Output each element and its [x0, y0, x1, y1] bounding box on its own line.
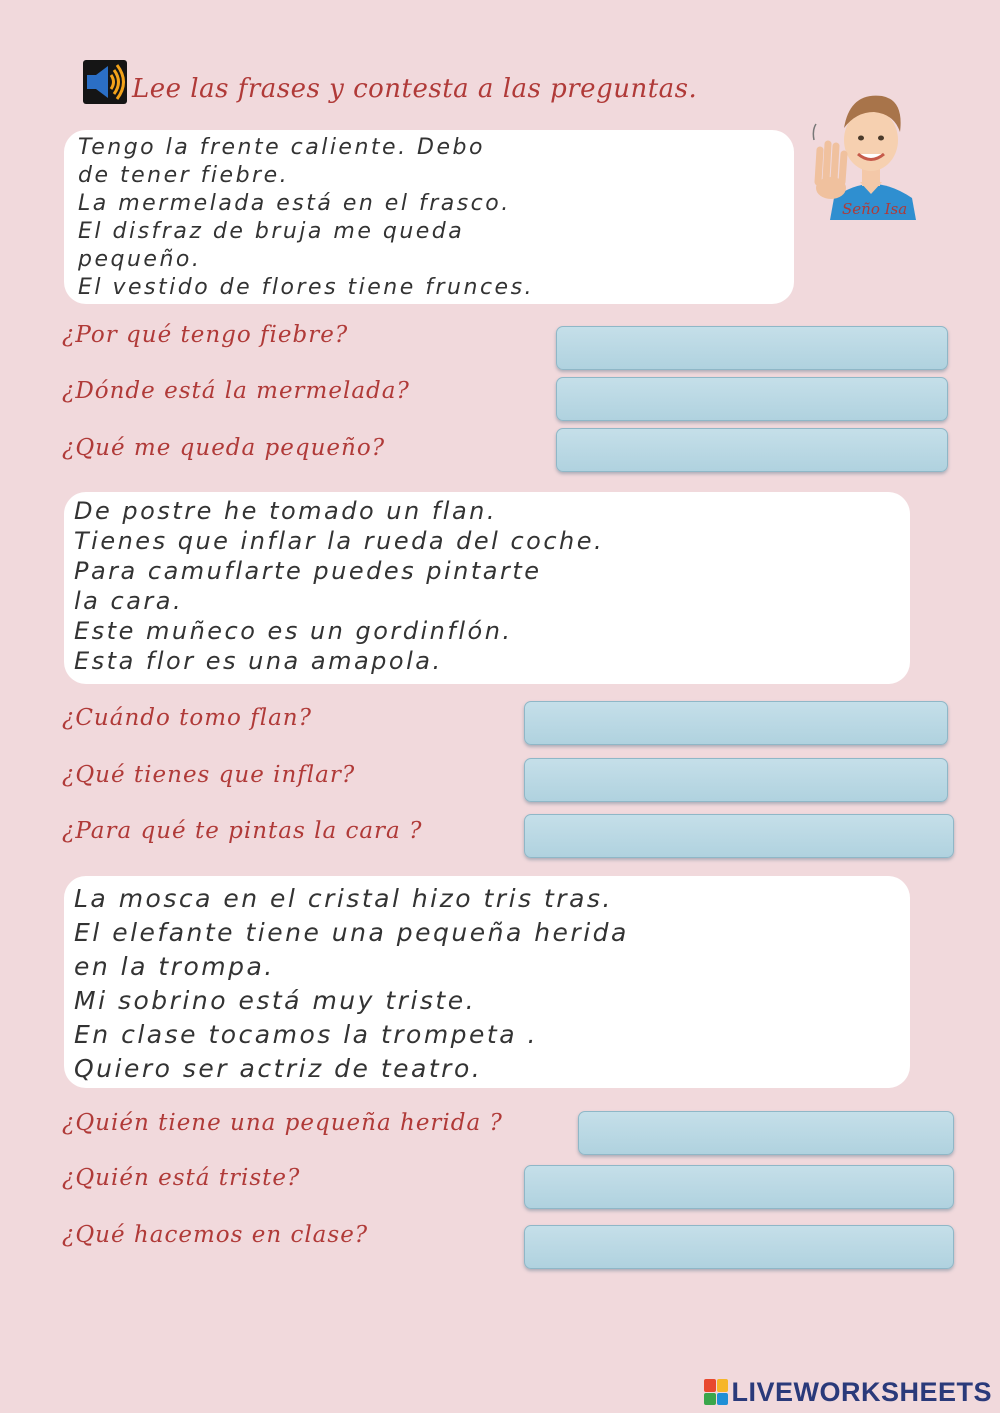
passage-line: El elefante tiene una pequeña herida — [74, 918, 629, 947]
question-text: ¿Quién está triste? — [62, 1165, 301, 1191]
passage-line: Tienes que inflar la rueda del coche. — [74, 527, 605, 555]
passage-line: Mi sobrino está muy triste. — [74, 986, 477, 1015]
passage-line: en la trompa. — [74, 952, 275, 981]
answer-field[interactable] — [524, 814, 954, 858]
teacher-avatar — [812, 70, 930, 220]
passage-line: Esta flor es una amapola. — [74, 647, 443, 675]
answer-field[interactable] — [524, 701, 948, 745]
question-text: ¿Para qué te pintas la cara ? — [62, 818, 423, 844]
answer-field[interactable] — [524, 758, 948, 802]
speaker-button[interactable] — [83, 60, 127, 104]
answer-field[interactable] — [524, 1225, 954, 1269]
question-text: ¿Qué me queda pequeño? — [62, 435, 386, 461]
answer-field[interactable] — [556, 428, 948, 472]
answer-field[interactable] — [556, 326, 948, 370]
passage-line: Tengo la frente caliente. Debo — [78, 135, 485, 160]
speaker-icon — [83, 60, 127, 104]
avatar-caption: Seño Isa — [842, 200, 908, 218]
passage-line: El disfraz de bruja me queda — [78, 219, 465, 244]
passage-line: La mosca en el cristal hizo tris tras. — [74, 884, 613, 913]
reading-passage — [64, 876, 910, 1088]
brand-name: LIVEWORKSHEETS — [731, 1376, 992, 1407]
passage-line: Este muñeco es un gordinflón. — [74, 617, 513, 645]
instruction-text: Lee las frases y contesta a las preguntas. — [132, 74, 698, 104]
passage-line: Para camuflarte puedes pintarte — [74, 557, 542, 585]
passage-line: El vestido de flores tiene frunces. — [78, 275, 535, 300]
answer-field[interactable] — [578, 1111, 954, 1155]
passage-line: En clase tocamos la trompeta . — [74, 1020, 538, 1049]
passage-line: la cara. — [74, 587, 184, 615]
passage-line: de tener fiebre. — [78, 163, 290, 188]
answer-field[interactable] — [556, 377, 948, 421]
passage-line: De postre he tomado un flan. — [74, 497, 498, 525]
question-text: ¿Qué tienes que inflar? — [62, 762, 356, 788]
brand-mark-icon — [704, 1379, 728, 1405]
question-text: ¿Cuándo tomo flan? — [62, 705, 312, 731]
reading-passage — [64, 492, 910, 684]
passage-line: La mermelada está en el frasco. — [78, 191, 511, 216]
answer-field[interactable] — [524, 1165, 954, 1209]
question-text: ¿Quién tiene una pequeña herida ? — [62, 1110, 503, 1136]
liveworksheets-logo — [704, 1376, 992, 1408]
question-text: ¿Por qué tengo fiebre? — [62, 322, 349, 348]
question-text: ¿Dónde está la mermelada? — [62, 378, 410, 404]
passage-line: Quiero ser actriz de teatro. — [74, 1054, 483, 1083]
question-text: ¿Qué hacemos en clase? — [62, 1222, 369, 1248]
reading-passage — [64, 130, 794, 304]
passage-line: pequeño. — [78, 247, 202, 272]
